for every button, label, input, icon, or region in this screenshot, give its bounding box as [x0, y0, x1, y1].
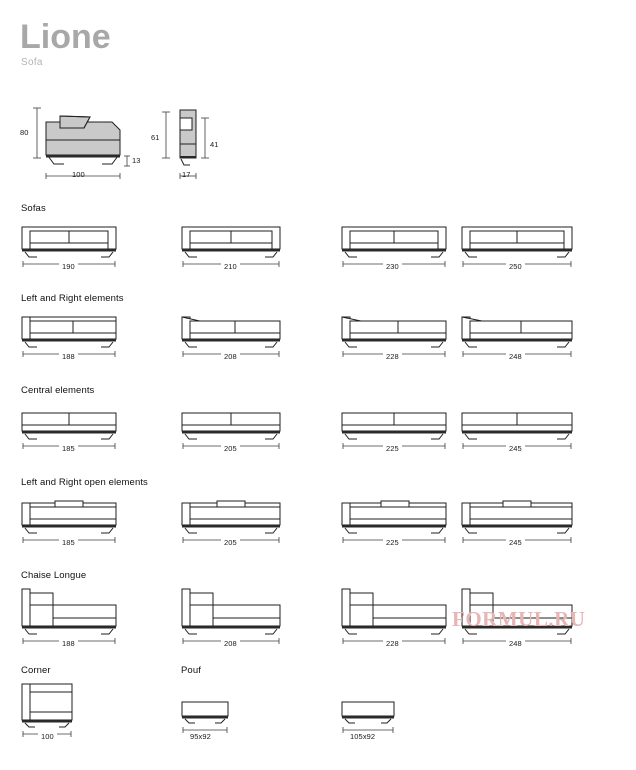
drawing-left-right-1	[181, 308, 281, 361]
drawing-chaise-2	[341, 585, 447, 648]
drawing-central-3	[461, 400, 573, 453]
dim-chaise-2: 228	[383, 639, 402, 648]
drawing-pouf-0	[181, 698, 229, 741]
dim-side-leg: 13	[132, 156, 141, 165]
dim-central-3: 245	[506, 444, 525, 453]
drawing-left-right-2	[341, 308, 447, 361]
drawing-open-3	[461, 492, 573, 547]
dim-sofas-0: 190	[59, 262, 78, 271]
dim-section-seat: 41	[210, 140, 219, 149]
dim-open-0: 185	[59, 538, 78, 547]
page-subtitle: Sofa	[21, 57, 43, 68]
dim-sofas-3: 250	[506, 262, 525, 271]
drawing-central-2	[341, 400, 447, 453]
dim-side-height: 80	[20, 128, 29, 137]
drawing-open-0	[21, 492, 117, 547]
dim-open-1: 205	[221, 538, 240, 547]
section-view-drawing	[150, 100, 240, 185]
dim-section-back: 61	[151, 133, 160, 142]
dim-chaise-1: 208	[221, 639, 240, 648]
dim-pouf-1: 105x92	[347, 732, 378, 741]
drawing-sofas-3	[461, 218, 573, 271]
dim-left-right-3: 248	[506, 352, 525, 361]
drawing-central-0	[21, 400, 117, 453]
dim-central-2: 225	[383, 444, 402, 453]
dim-left-right-2: 228	[383, 352, 402, 361]
dim-left-right-0: 188	[59, 352, 78, 361]
drawing-pouf-1	[341, 698, 395, 741]
dim-sofas-2: 230	[383, 262, 402, 271]
drawing-chaise-1	[181, 585, 281, 648]
section-heading-left-right-elements: Left and Right elements	[21, 293, 124, 304]
dim-chaise-3: 248	[506, 639, 525, 648]
dim-chaise-0: 188	[59, 639, 78, 648]
section-heading-central-elements: Central elements	[21, 385, 95, 396]
dim-side-width: 100	[72, 170, 85, 179]
dim-central-0: 185	[59, 444, 78, 453]
dim-open-2: 225	[383, 538, 402, 547]
dim-corner-0: 100	[38, 732, 57, 741]
dim-open-3: 245	[506, 538, 525, 547]
section-heading-left-right-open-elements: Left and Right open elements	[21, 477, 148, 488]
dim-sofas-1: 210	[221, 262, 240, 271]
dim-section-depth: 17	[182, 170, 191, 179]
section-heading-sofas: Sofas	[21, 203, 46, 214]
drawing-open-2	[341, 492, 447, 547]
dim-pouf-0: 95x92	[187, 732, 214, 741]
side-view-drawing	[20, 100, 140, 185]
watermark: FORMUL.RU	[452, 607, 586, 631]
drawing-central-1	[181, 400, 281, 453]
drawing-left-right-0	[21, 308, 117, 361]
dim-central-1: 205	[221, 444, 240, 453]
drawing-sofas-0	[21, 218, 117, 271]
drawing-chaise-0	[21, 585, 117, 648]
section-heading-corner: Corner	[21, 665, 51, 676]
section-heading-pouf: Pouf	[181, 665, 201, 676]
drawing-sofas-2	[341, 218, 447, 271]
page-title: Lione	[20, 18, 111, 56]
drawing-corner-0	[21, 680, 73, 741]
drawing-left-right-3	[461, 308, 573, 361]
dim-left-right-1: 208	[221, 352, 240, 361]
drawing-sofas-1	[181, 218, 281, 271]
drawing-open-1	[181, 492, 281, 547]
section-heading-chaise-longue: Chaise Longue	[21, 570, 87, 581]
